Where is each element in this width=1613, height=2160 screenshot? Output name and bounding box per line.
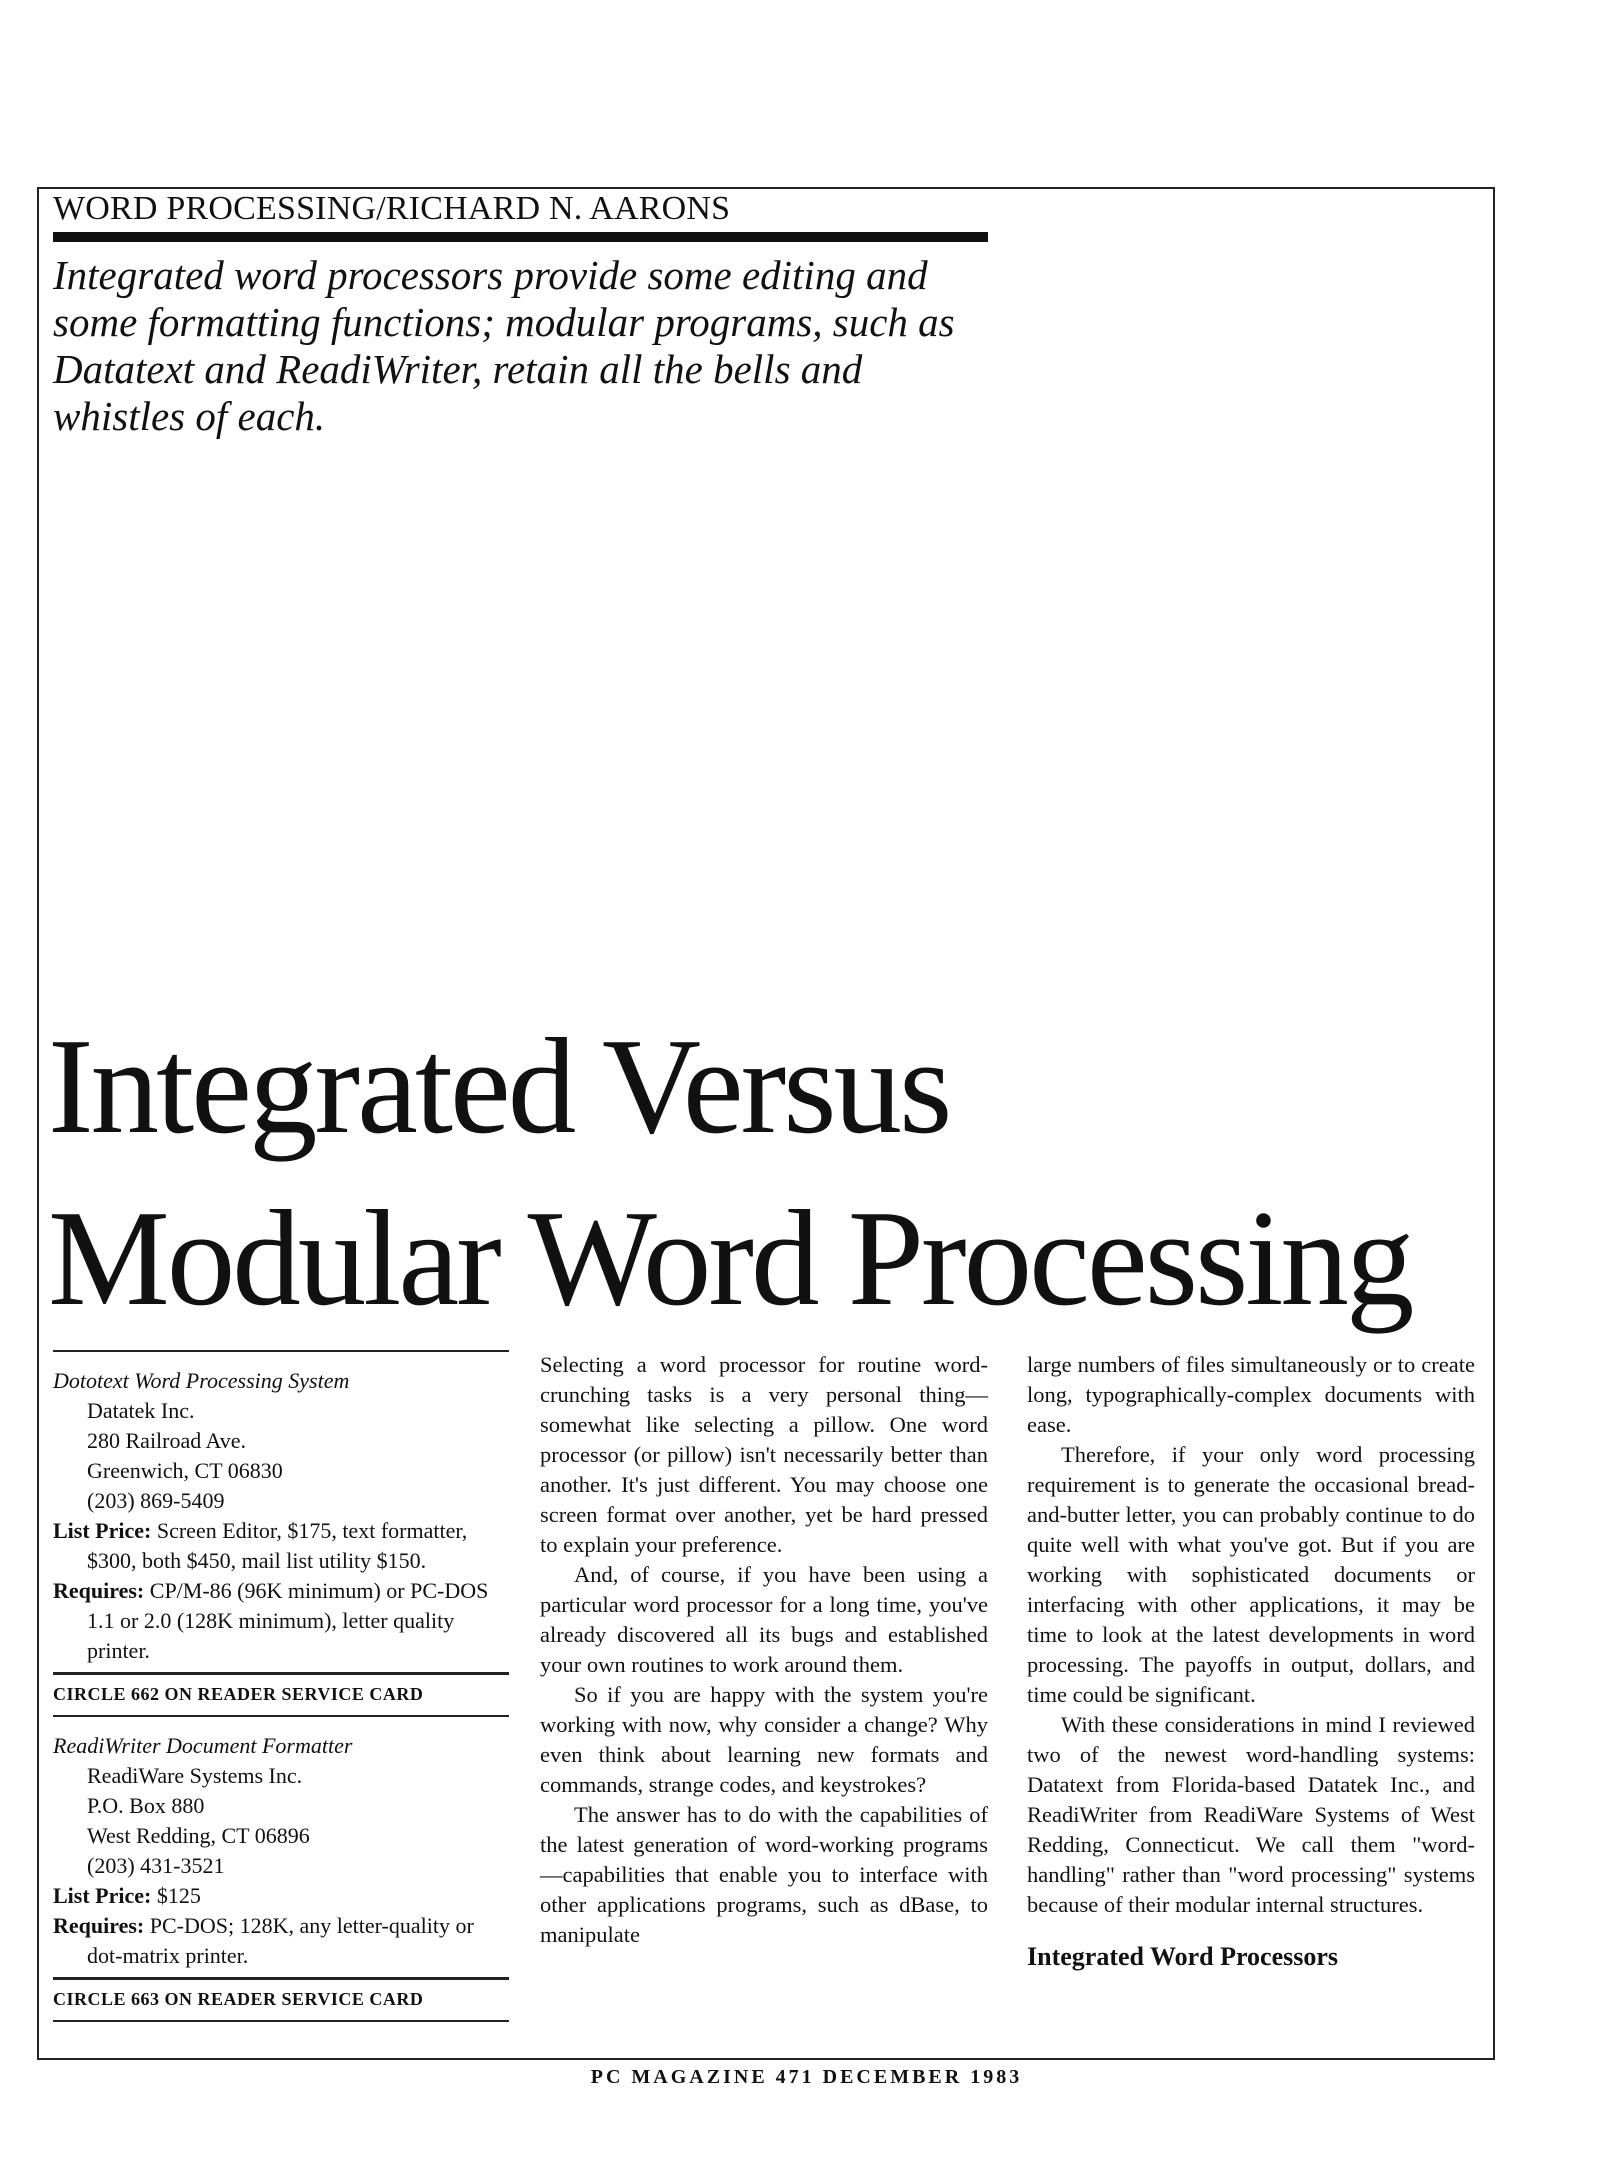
body-paragraph: And, of course, if you have been using a particular word processor for a long time, you've already discovered all its bugs and established your own routines to work around them. bbox=[540, 1562, 988, 1677]
product-title: Dototext Word Processing System bbox=[53, 1368, 350, 1393]
headline-line-2: Modular Word Processing bbox=[48, 1182, 1412, 1334]
list-price-value: Screen Editor, $175, text formatter, $300, both $450, mail list utility $150. bbox=[87, 1518, 468, 1573]
article-deck: Integrated word processors provide some editing and some formatting functions; modular programs, such as Datatext and ReadiWriter, retain all the bells and whistles of each. bbox=[53, 252, 955, 439]
body-paragraph: large numbers of files simultaneously or to create long, typographically-complex documents with ease. bbox=[1027, 1352, 1475, 1437]
list-price-value: $125 bbox=[156, 1883, 201, 1908]
requires-value: CP/M-86 (96K minimum) or PC-DOS 1.1 or 2.0 (128K minimum), letter quality printer. bbox=[87, 1578, 489, 1663]
section-subhead: Integrated Word Processors bbox=[1027, 1942, 1338, 1971]
requirements bbox=[53, 1576, 509, 1666]
reader-service-note: CIRCLE 662 ON READER SERVICE CARD bbox=[53, 1684, 424, 1704]
list-price-label: List Price: bbox=[53, 1883, 152, 1908]
vendor-phone: (203) 431-3521 bbox=[87, 1853, 225, 1878]
vendor-name: ReadiWare Systems Inc. bbox=[87, 1763, 303, 1788]
sidebar-rule bbox=[53, 2020, 509, 2022]
headline-line-1: Integrated Versus bbox=[48, 1010, 950, 1162]
article-headline bbox=[48, 1000, 1411, 1344]
product-info-sidebar bbox=[53, 1350, 509, 2022]
requires-label: Requires: bbox=[53, 1913, 145, 1938]
vendor-city: West Redding, CT 06896 bbox=[87, 1823, 310, 1848]
product-title: ReadiWriter Document Formatter bbox=[53, 1733, 353, 1758]
product-box-datatext bbox=[53, 1352, 509, 1672]
reader-service-note: CIRCLE 663 ON READER SERVICE CARD bbox=[53, 1989, 424, 2009]
list-price bbox=[53, 1881, 509, 1911]
vendor-address: 280 Railroad Ave. bbox=[87, 1428, 247, 1453]
body-paragraph: Selecting a word processor for routine word-crunching tasks is a very personal thing—somewhat like selecting a pillow. One word processor (or pillow) isn't necessarily better than another. It's just different. You may choose one screen format over another, yet be hard pressed to explain your preference. bbox=[540, 1352, 988, 1557]
requires-label: Requires: bbox=[53, 1578, 145, 1603]
body-paragraph: With these considerations in mind I reviewed two of the newest word-handling systems: Datatext from Florida-based Datatek Inc., and ReadiWriter from ReadiWare Systems of West Redding, Connecticut. We call them "word-handling" rather than "word processing" systems because of their modular internal structures. bbox=[1027, 1712, 1475, 1917]
vendor-phone: (203) 869-5409 bbox=[87, 1488, 225, 1513]
list-price bbox=[53, 1516, 509, 1576]
header-rule bbox=[53, 232, 988, 242]
vendor-name: Datatek Inc. bbox=[87, 1398, 195, 1423]
list-price-label: List Price: bbox=[53, 1518, 152, 1543]
body-paragraph: The answer has to do with the capabilities of the latest generation of word-working programs—capabilities that enable you to interface with other applications programs, such as dBase, to manipulate bbox=[540, 1802, 988, 1947]
body-paragraph: So if you are happy with the system you're working with now, why consider a change? Why even think about learning new formats and commands, strange codes, and keystrokes? bbox=[540, 1682, 988, 1797]
page-footer: PC MAGAZINE 471 DECEMBER 1983 bbox=[590, 2066, 1023, 2088]
body-column-3 bbox=[1027, 1350, 1475, 1972]
requirements bbox=[53, 1911, 509, 1971]
body-paragraph: Therefore, if your only word processing requirement is to generate the occasional bread-and-butter letter, you can probably continue to do quite well with what you've got. But if you are working with sophisticated documents or interfacing with other applications, it may be time to look at the latest developments in word processing. The payoffs in output, dollars, and time could be significant. bbox=[1027, 1442, 1475, 1707]
body-column-2 bbox=[540, 1350, 988, 1950]
vendor-address: P.O. Box 880 bbox=[87, 1793, 205, 1818]
requires-value: PC-DOS; 128K, any letter-quality or dot-matrix printer. bbox=[87, 1913, 474, 1968]
vendor-city: Greenwich, CT 06830 bbox=[87, 1458, 283, 1483]
product-box-readiwriter bbox=[53, 1717, 509, 1977]
section-kicker: WORD PROCESSING/RICHARD N. AARONS bbox=[53, 190, 731, 227]
